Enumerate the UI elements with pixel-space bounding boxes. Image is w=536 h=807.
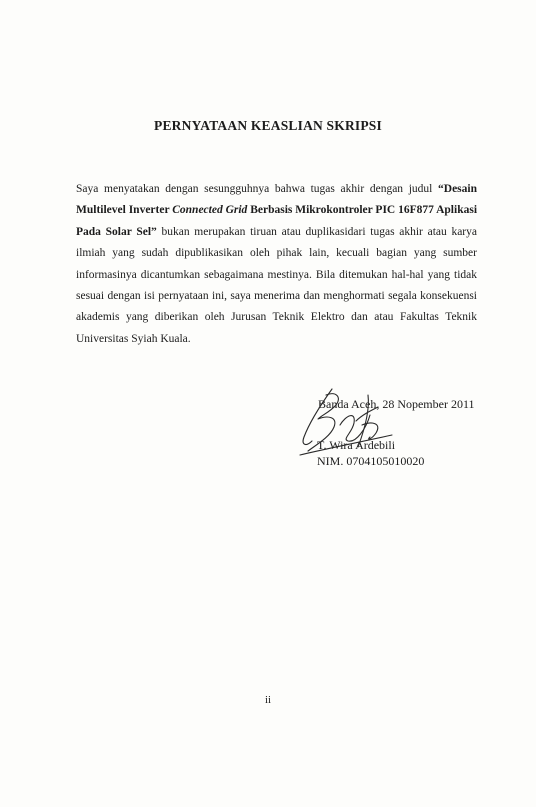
thesis-title-end: Berbasis Mikrokontroler PIC 16F877 Aplikasi Pada Solar Sel” (76, 204, 478, 238)
place-date: Banda Aceh, 28 Nopember 2011 (318, 397, 475, 411)
statement-paragraph (76, 179, 477, 350)
statement-text-intro: Saya menyatakan dengan sesungguhnya bahwa tugas akhir dengan judul (76, 183, 439, 195)
signer-name: T. Wira Ardebili (317, 438, 396, 452)
thesis-title-italic: Connected Grid (172, 204, 248, 217)
document-title: PERNYATAAN KEASLIAN SKRIPSI (154, 118, 382, 133)
handwritten-signature (296, 385, 406, 465)
thesis-title-start: “Desain Multilevel Inverter (76, 183, 477, 217)
signer-nim: NIM. 0704105010020 (317, 454, 425, 468)
statement-text-body: bukan merupakan tiruan atau duplikasidari tugas akhir atau karya ilmiah yang sudah dipublikasikan oleh pihak lain, kecuali bagian yang sumber informasinya dicantumkan sebagaimana mestinya. Bila ditemukan hal-hal yang tidak sesuai dengan isi pernyataan ini, saya menerima dan menghormati segala konsekuensi akademis yang diberikan oleh Jurusan Teknik Elektro dan atau Fakultas Teknik Universitas Syiah Kuala. (76, 225, 477, 345)
page-number: ii (264, 694, 272, 706)
